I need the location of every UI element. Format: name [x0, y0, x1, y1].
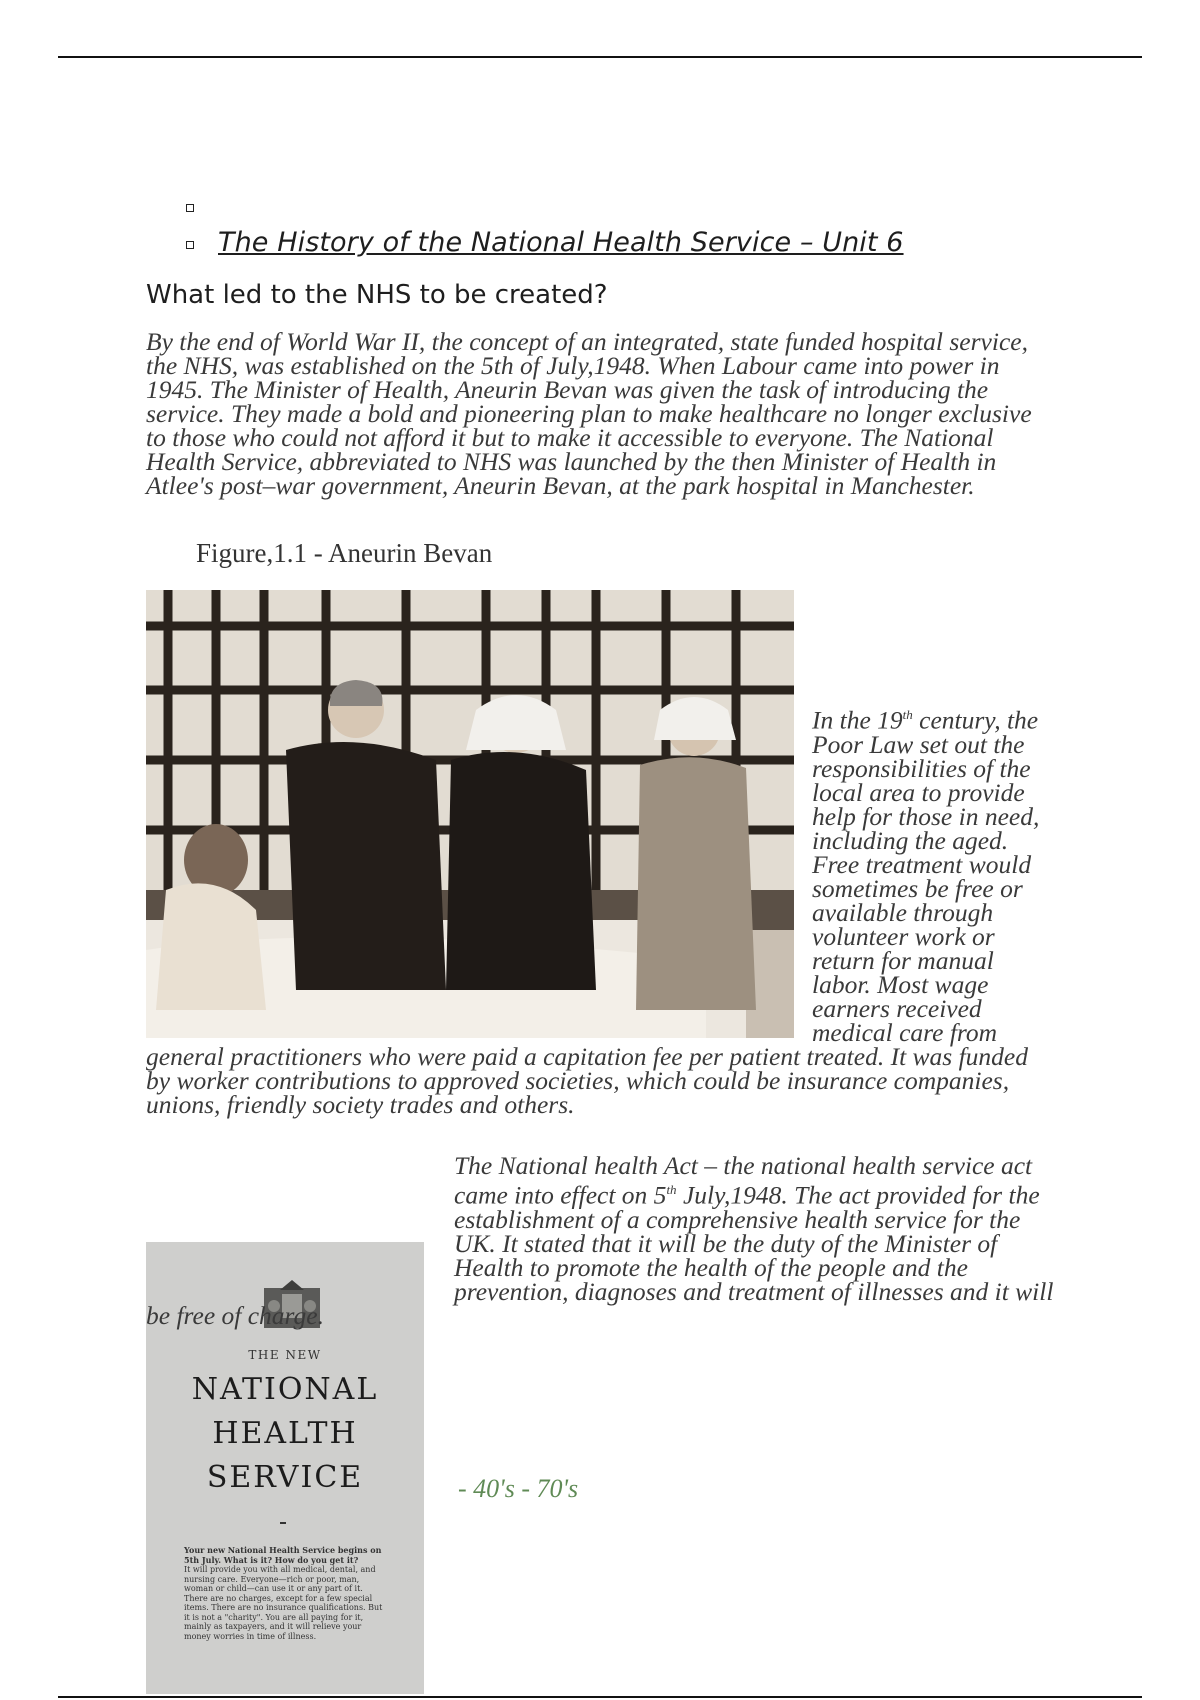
poster-divider [280, 1522, 286, 1524]
ordinal-suffix: th [902, 707, 913, 722]
health-act-text-start: The National health Act – the national health service act came into effect on 5 [454, 1151, 1033, 1210]
title-bullet-item [186, 226, 904, 260]
poster-body-text [184, 1546, 388, 1641]
document-title: The History of the National Health Service – Unit 6 [218, 227, 904, 258]
photo-wrap-spacer [146, 703, 812, 1039]
empty-bullet-item [186, 196, 904, 218]
poster-small-heading: THE NEW [248, 1348, 322, 1362]
poster-wrap-spacer [146, 1226, 454, 1296]
top-rule [58, 56, 1142, 58]
bullet-list [186, 196, 904, 260]
poster-line-health: HEALTH [212, 1416, 358, 1451]
ordinal-suffix: th [666, 1182, 677, 1197]
poster-body: It will provide you with all medical, dental, and nursing care. Everyone—rich or poor, man, woman or child—can use it or any part of it. There are no charges, except for a few special items. There are no insurance qualifications. But it is not a "charity". You are all paying for it, mainly as taxpayers, and it will relieve your money worries in time of illness. [184, 1565, 383, 1641]
poster-line-service: SERVICE [206, 1460, 364, 1495]
poster-lead: Your new National Health Service begins on 5th July. What is it? How do you get it? [184, 1545, 382, 1565]
section-heading: What led to the NHS to be created? [146, 280, 608, 310]
intro-paragraph: By the end of World War II, the concept of an integrated, state funded hospital service, the NHS, was established on the 5th of July,1948. When Labour came into power in 1945. The Minister of Health, Aneurin Bevan was given the task of introducing the service. They made a bold and pioneering plan to make healthcare no longer exclusive to those who could not afford it but to make it accessible to everyone. The National Health Service, abbreviated to NHS was launched by the then Minister of Health in Atlee's post–war government, Aneurin Bevan, at the park hospital in Manchester. [146, 327, 1032, 500]
health-act-text-rest: July,1948. The act provided for the establishment of a comprehensive health service for the UK. It stated that it will be the duty of the Minister of Health to promote the health of the people and the prevention, diagnoses and treatment of illnesses and it will be free of charge. [146, 1180, 1054, 1330]
health-act-paragraph [146, 1151, 1058, 1330]
poor-law-text-rest: century, the Poor Law set out the responsibilities of the local area to provide help for those in need, including the aged. Free treatment would sometimes be free or available through volunteer work or return for manual labor. Most wage earners received medical care from general practitioners who were paid a capitation fee per patient treated. It was funded by worker contributions to approved societies, which could be insurance companies, unions, friendly society trades and others. [146, 705, 1040, 1119]
figure-caption: Figure,1.1 - Aneurin Bevan [196, 538, 493, 568]
poor-law-paragraph [146, 703, 1058, 1117]
poor-law-text-start: In the 19 [812, 705, 903, 735]
square-bullet-icon [186, 241, 194, 249]
bottom-rule [58, 1696, 1142, 1698]
decades-label: - 40's - 70's [458, 1474, 579, 1503]
square-bullet-icon [186, 204, 194, 212]
poster-line-national: NATIONAL [191, 1372, 379, 1407]
